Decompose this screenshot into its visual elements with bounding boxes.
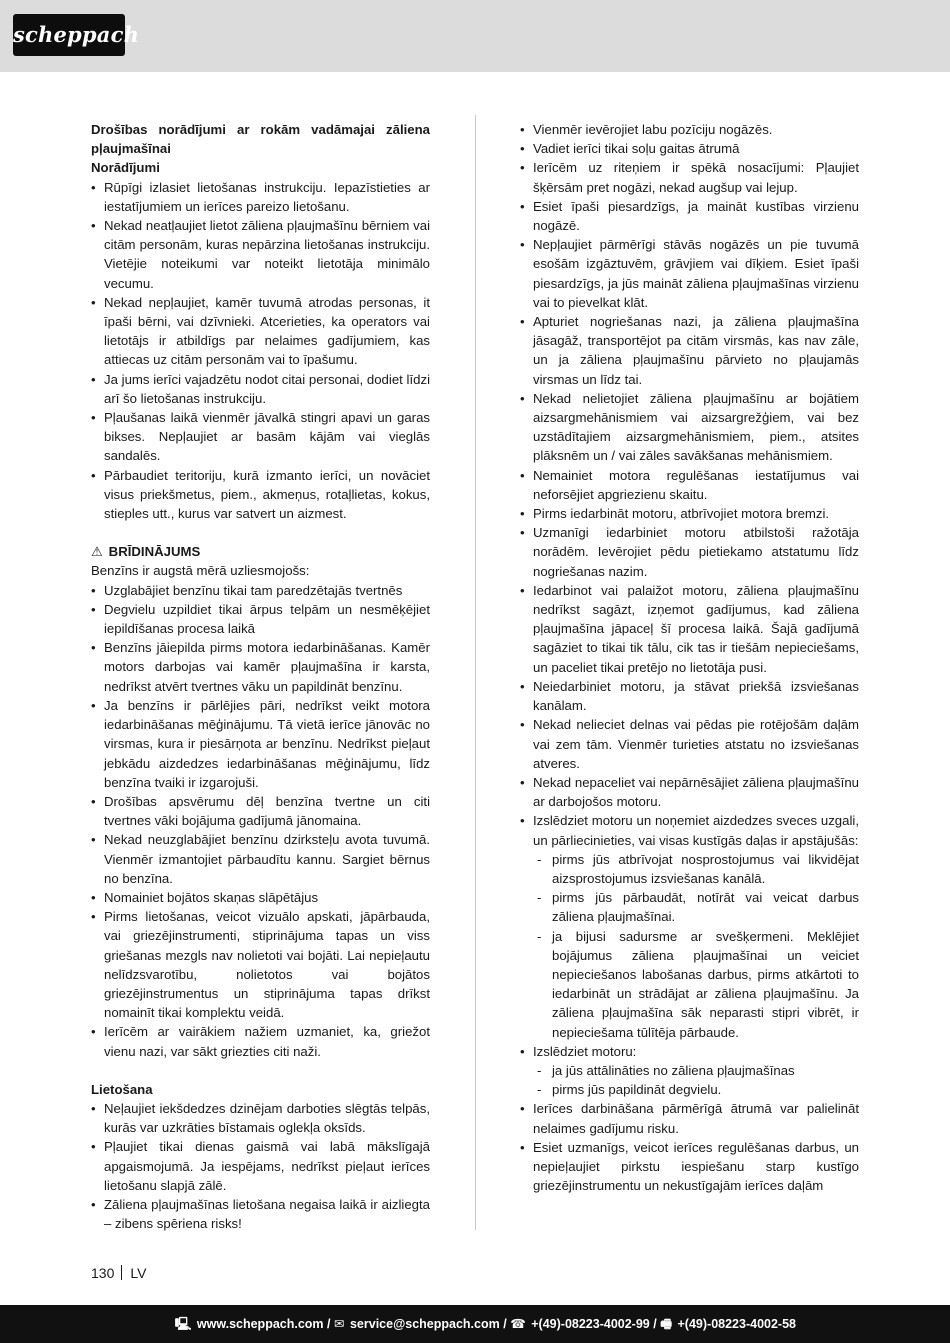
footer-separator: / — [327, 1317, 331, 1331]
list-item: • Vadiet ierīci tikai soļu gaitas ātrumā — [520, 139, 859, 158]
list-item: • Nemainiet motora regulēšanas iestatījumus vai neforsējiet apgriezienu skaitu. — [520, 466, 859, 504]
list-item: • Uzmanīgi iedarbiniet motoru atbilstoši ražotāja norādēm. Ievērojiet pēdu pietiekamo atstatumu līdz nogriešanas nazim. — [520, 523, 859, 581]
sublist-item: - pirms jūs pārbaudāt, notīrāt vai veicat darbus zāliena pļaujmašīnai. — [537, 888, 859, 926]
list-item: • Nekad neatļaujiet lietot zāliena pļaujmašīnu bērniem vai citām personām, kuras nepārzina lietošanas instrukciju. Vietējie noteikumi var noteikt lietotāja minimālo vecumu. — [91, 216, 430, 293]
warning-list — [91, 581, 430, 1061]
fax-icon: 🖷 — [660, 1317, 673, 1331]
sublist-item: - pirms jūs atbrīvojat nosprostojumus vai likvidējat aizsprostojumus izsviešanas kanālā. — [537, 850, 859, 888]
subsection-title: Norādījumi — [91, 160, 160, 176]
operation-list — [520, 120, 859, 1195]
list-item: • Drošības apsvērumu dēļ benzīna tvertne un citi tvertnes vāki bojājuma gadījumā jānomaina. — [91, 792, 430, 830]
stop-engine-text: Izslēdziet motoru un noņemiet aizdedzes sveces uzgali, un pārliecinieties, vai visas kustīgās daļas ir apstājušās: — [533, 813, 859, 848]
list-item: • Zāliena pļaujmašīnas lietošana negaisa laikā ir aizliegta – zibens spēriena risks! — [91, 1195, 430, 1233]
footer-website-link[interactable]: www.scheppach.com — [196, 1317, 324, 1331]
warning-intro: Benzīns ir augstā mērā uzliesmojošs: — [91, 563, 310, 579]
list-item: • Esiet uzmanīgs, veicot ierīces regulēšanas darbus, un nepieļaujiet pirkstu iespiešanu starp kustīgo griezējinstrumentu un nekustīgajām ierīces daļām — [520, 1138, 859, 1196]
column-divider — [475, 115, 476, 1230]
list-item: • Pļaušanas laikā vienmēr jāvalkā stingri apavi un garas bikses. Nepļaujiet ar basām kājām vai vieglās sandalēs. — [91, 408, 430, 466]
list-item: • Nekad nepļaujiet, kamēr tuvumā atrodas personas, it īpaši bērni, vai dzīvnieki. Atcerieties, ka operators vai lietotājs ir atbildīgs par nelaimes gadījumiem, kas attiecas uz citām personām vai to īpašumu. — [91, 293, 430, 370]
footer-bar — [0, 1305, 950, 1343]
list-item: • Pirms lietošanas, veicot vizuālo apskati, jāpārbauda, vai griezējinstrumenti, stiprinājuma tapas un viss griešanas mezgls nav nolietoti vai bojāti. Lai nepieļautu nelīdzsvarotību, nolietotos vai bojātos griezējinstrumentus un stiprinājuma tapas drīkst nomainīt tikai komplektu veidā. — [91, 907, 430, 1022]
list-item: • Ierīces darbināšana pārmērīgā ātrumā var palielināt nelaimes gadījumu risku. — [520, 1099, 859, 1137]
list-item: • Neiedarbiniet motoru, ja stāvat priekšā izsviešanas kanālam. — [520, 677, 859, 715]
footer-fax: +(49)-08223-4002-58 — [677, 1317, 796, 1331]
list-item: • Uzglabājiet benzīnu tikai tam paredzētajās tvertnēs — [91, 581, 430, 600]
footer-contacts — [175, 1305, 796, 1343]
list-item: • Nekad nelietojiet zāliena pļaujmašīnu ar bojātiem aizsargmehānismiem vai aizsargrežģiem, vai bez uzstādītajiem aizsargmehānismiem, piem., atsites plāksnēm un / vai zāles savākšanas mehānismiem. — [520, 389, 859, 466]
list-item: • Iedarbinot vai palaižot motoru, zāliena pļaujmašīnu nedrīkst sagāzt, izņemot gadījumus, kad zāliena pļaujmašīna jāpaceļ šī procesa laikā. Šajā gadījumā sagāziet to tikai tik tālu, cik tas ir tiešām nepieciešams, un paceliet tikai pretējo no lietotāja pusi. — [520, 581, 859, 677]
mail-icon: ✉ — [334, 1317, 345, 1331]
left-column — [91, 120, 430, 1233]
instructions-list — [91, 178, 430, 524]
right-column — [520, 120, 859, 1195]
list-item: • Esiet īpaši piesardzīgs, ja maināt kustības virzienu nogāzē. — [520, 197, 859, 235]
footer-phone: +(49)-08223-4002-99 — [531, 1317, 650, 1331]
list-item: • Pļaujiet tikai dienas gaismā vai labā mākslīgajā apgaismojumā. Ja iespējams, nedrīkst pieļaut ierīces lietošanu slapjā zālē. — [91, 1137, 430, 1195]
list-item: • Nepļaujiet pārmērīgi stāvās nogāzēs un pie tuvumā esošām izgāztuvēm, grāvjiem vai dīķiem. Esiet īpaši piesardzīgs, ja jūs maināt zāliena pļaujmašīnas virzienu vai to pievelkat klāt. — [520, 235, 859, 312]
list-item: • Ierīcēm ar vairākiem nažiem uzmaniet, ka, griežot vienu nazi, var sākt griezties citi naži. — [91, 1022, 430, 1060]
computer-icon: 🖳 — [174, 1317, 192, 1331]
footer-separator: / — [503, 1317, 507, 1331]
list-item: • Nekad nepaceliet vai nepārnēsājiet zāliena pļaujmašīnu ar darbojošos motoru. — [520, 773, 859, 811]
turn-off-sublist — [537, 1061, 859, 1099]
warning-title: BRĪDINĀJUMS — [108, 544, 201, 560]
list-item: • Ja jums ierīci vajadzētu nodot citai personai, dodiet līdzi arī šo lietošanas instrukciju. — [91, 370, 430, 408]
page-number-value: 130 — [91, 1265, 115, 1281]
warning-heading — [91, 542, 430, 561]
list-item: • Pirms iedarbināt motoru, atbrīvojiet motora bremzi. — [520, 504, 859, 523]
sublist-item: - ja jūs attālināties no zāliena pļaujmašīnas — [537, 1061, 859, 1080]
section-title: Drošības norādījumi ar rokām vadāmajai zāliena pļaujmašīnai — [91, 122, 430, 157]
footer-separator: / — [653, 1317, 657, 1331]
usage-list — [91, 1099, 430, 1233]
page-number — [91, 1264, 146, 1282]
phone-icon: ☎ — [510, 1317, 526, 1331]
turn-off-text: Izslēdziet motoru: — [533, 1043, 637, 1059]
list-item: • Nekad neuzglabājiet benzīnu dzirksteļu avota tuvumā. Vienmēr izmantojiet pārbaudītu kannu. Sargiet bērnus no benzīna. — [91, 830, 430, 888]
sublist-item: - ja bijusi sadursme ar svešķermeni. Meklējiet bojājumus zāliena pļaujmašīnai un veiciet nepieciešanos labošanas darbus, pirms atkārtoti to iedarbināt un strādājat ar zāliena pļaujmašīnu. Ja zāliena pļaujmašīna sāk neparasti stipri vibrēt, ir nepieciešama tūlītēja pārbaude. — [537, 927, 859, 1042]
brand-logo: scheppach — [13, 14, 125, 56]
list-item: • Nomainiet bojātos skaņas slāpētājus — [91, 888, 430, 907]
usage-title: Lietošana — [91, 1081, 153, 1097]
list-item: • Rūpīgi izlasiet lietošanas instrukciju. Iepazīstieties ar iestatījumiem un ierīces pareizo lietošanu. — [91, 178, 430, 216]
list-item: • Ierīcēm uz riteņiem ir spēkā nosacījumi: Pļaujiet šķērsām pret nogāzi, nekad augšup vai lejup. — [520, 158, 859, 196]
warning-icon: ⚠ — [91, 544, 103, 560]
list-item: • Apturiet nogriešanas nazi, ja zāliena pļaujmašīna jāsagāž, transportējot pa citām virsmās, kas nav zāle, un ja zāliena pļaujmašīnu pārvieto no pļaujamās virsmas un līdz tai. — [520, 312, 859, 389]
list-item: • Ja benzīns ir pārlējies pāri, nedrīkst veikt motora iedarbināšanas mēģinājumu. Tā vietā ierīce jānovāc no virsmas, kura ir piesārņota ar benzīnu. Nedrīkst pieļaut jebkādu aizdedzes iedarbināšanas mēģinājumu, līdz benzīna tvaiki ir izgarojuši. — [91, 696, 430, 792]
sublist-item: - pirms jūs papildināt degvielu. — [537, 1080, 859, 1099]
list-item: • Vienmēr ievērojiet labu pozīciju nogāzēs. — [520, 120, 859, 139]
list-item: • Pārbaudiet teritoriju, kurā izmanto ierīci, un novāciet visus priekšmetus, piem., akmeņus, rotaļlietas, kokus, stieples utt., kurus var satvert un aizmest. — [91, 466, 430, 524]
footer-email-link[interactable]: service@scheppach.com — [349, 1317, 500, 1331]
list-item: • Degvielu uzpildiet tikai ārpus telpām un nesmēķējiet iepildīšanas procesa laikā — [91, 600, 430, 638]
list-item — [520, 811, 859, 1041]
page-language: LV — [130, 1265, 147, 1281]
list-item: • Benzīns jāiepilda pirms motora iedarbināšanas. Kamēr motors darbojas vai kamēr pļaujmašīna ir karsta, nedrīkst atvērt tvertnes vāku un papildināt benzīnu. — [91, 638, 430, 696]
list-item: • Nekad nelieciet delnas vai pēdas pie rotējošām daļām vai zem tām. Vienmēr turieties atstatu no izsviešanas atveres. — [520, 715, 859, 773]
stop-engine-sublist — [537, 850, 859, 1042]
list-item — [520, 1042, 859, 1100]
list-item: • Neļaujiet iekšdedzes dzinējam darboties slēgtās telpās, kurās var uzkrāties bīstamais oglekļa oksīds. — [91, 1099, 430, 1137]
header-bar — [0, 0, 950, 72]
